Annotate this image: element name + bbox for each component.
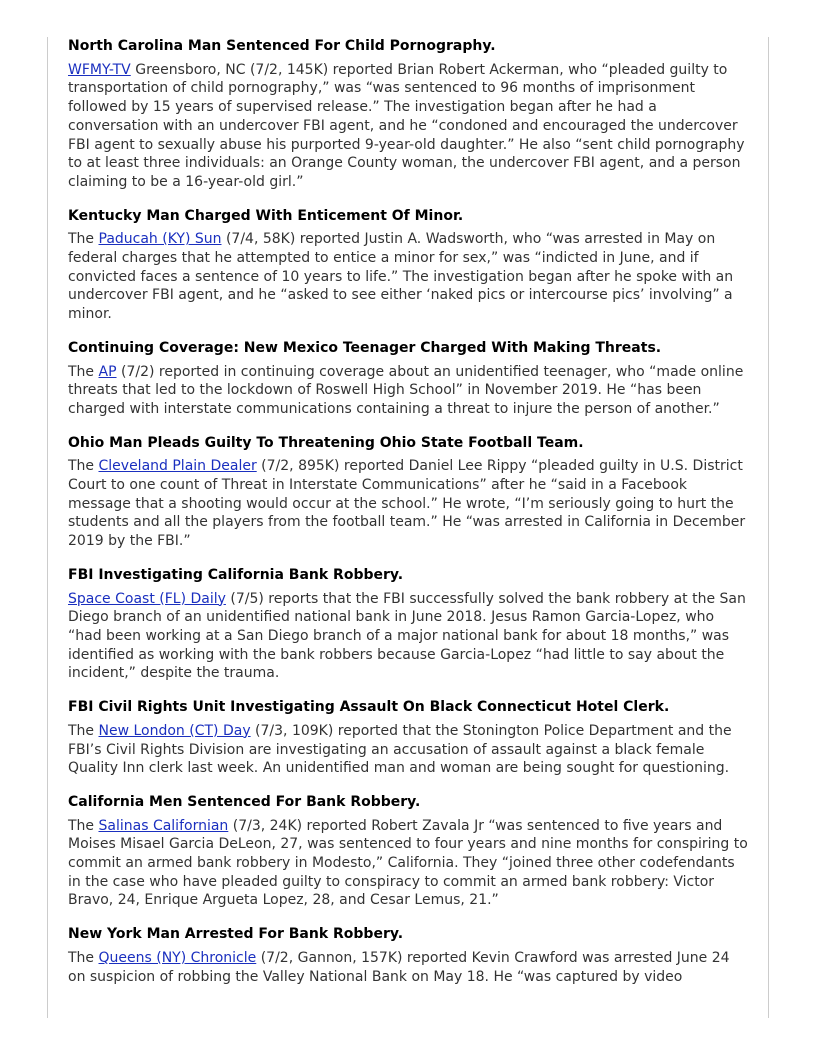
article-body bbox=[68, 722, 748, 778]
article-headline: FBI Civil Rights Unit Investigating Assault On Black Connecticut Hotel Clerk. bbox=[68, 699, 670, 716]
article-headline: New York Man Arrested For Bank Robbery. bbox=[68, 926, 404, 943]
article bbox=[68, 698, 748, 778]
document-page bbox=[47, 37, 769, 1018]
source-link[interactable]: Salinas Californian bbox=[98, 817, 229, 834]
article bbox=[68, 793, 748, 910]
article-prefix: The bbox=[68, 231, 99, 248]
article-headline: Ohio Man Pleads Guilty To Threatening Ohio State Football Team. bbox=[68, 434, 584, 451]
article-headline: North Carolina Man Sentenced For Child Pornography. bbox=[68, 38, 496, 54]
article-text: (7/4, 58K) reported Justin A. Wadsworth, who “was arrested in May on federal charges that he attempted to entice a minor for sex,” was “indicted in June, and if convicted faces a sentence of 10 years to life.” The investigation began after he spoke with an undercover FBI agent, and he “asked to see either ‘naked pics or intercourse pics’ involving” a minor. bbox=[68, 231, 734, 323]
article-headline: Kentucky Man Charged With Enticement Of Minor. bbox=[68, 207, 464, 224]
article-prefix: The bbox=[68, 363, 99, 380]
article bbox=[68, 37, 748, 192]
article-prefix: The bbox=[68, 817, 99, 834]
article bbox=[68, 207, 748, 324]
article bbox=[68, 339, 748, 419]
article-text: (7/3, 109K) reported that the Stonington Police Department and the FBI’s Civil Rights Division are investigating an accusation of assault against a black female Quality Inn clerk last week. An unidentified man and woman are being sought for questioning. bbox=[68, 722, 732, 777]
source-link[interactable]: AP bbox=[98, 363, 117, 380]
article-body bbox=[68, 949, 748, 986]
article-body bbox=[68, 457, 748, 551]
source-link[interactable]: Cleveland Plain Dealer bbox=[98, 458, 257, 475]
article-text: (7/2, 895K) reported Daniel Lee Rippy “pleaded guilty in U.S. District Court to one count of Threat in Interstate Communications” after he “said in a Facebook message that a shooting would occur at the school.” He wrote, “I’m seriously going to hurt the students and all the players from the football team.” He “was arrested in California in December 2019 by the FBI.” bbox=[68, 458, 746, 550]
source-link[interactable]: New London (CT) Day bbox=[98, 722, 251, 739]
article-headline: California Men Sentenced For Bank Robbery. bbox=[68, 793, 421, 810]
article-text: Greensboro, NC (7/2, 145K) reported Brian Robert Ackerman, who “pleaded guilty to transportation of child pornography,” was “was sentenced to 96 months of imprisonment followed by 15 years of supervised release.” The investigation began after he had a conversation with an undercover FBI agent, and he “condoned and encouraged the undercover FBI agent to sexually abuse his purported 9-year-old daughter.” He also “sent child pornography to at least three individuals: an Orange County woman, the undercover FBI agent, and a person claiming to be a 16-year-old girl.” bbox=[68, 61, 745, 190]
article bbox=[68, 566, 748, 683]
article-text: (7/2) reported in continuing coverage about an unidentified teenager, who “made online threats that led to the lockdown of Roswell High School” in November 2019. He “has been charged with interstate communications containing a threat to injure the person of another.” bbox=[68, 363, 744, 417]
article bbox=[68, 925, 748, 986]
article-body bbox=[68, 817, 748, 911]
article-body bbox=[68, 590, 748, 684]
article-body bbox=[68, 363, 748, 419]
article-text: (7/3, 24K) reported Robert Zavala Jr “was sentenced to five years and Moises Misael Garcia DeLeon, 27, was sentenced to four years and nine months for conspiring to commit an armed bank robbery in Modesto,” California. They “joined three other codefendants in the case who have pleaded guilty to conspiracy to commit an armed bank robbery: Victor Bravo, 24, Enrique Argueta Lopez, 28, and Cesar Lemus, 21.” bbox=[68, 817, 748, 909]
article-text: (7/5) reports that the FBI successfully solved the bank robbery at the San Diego branch of an unidentified national bank in June 2018. Jesus Ramon Garcia-Lopez, who “had been working at a San Diego branch of a major national bank for about 18 months,” was identified as working with the bank robbers because Garcia-Lopez “had little to say about the incident,” despite the trauma. bbox=[68, 590, 746, 682]
article-headline: Continuing Coverage: New Mexico Teenager Charged With Making Threats. bbox=[68, 339, 662, 356]
source-link[interactable]: Paducah (KY) Sun bbox=[98, 231, 222, 248]
article bbox=[68, 434, 748, 551]
article-headline: FBI Investigating California Bank Robbery. bbox=[68, 566, 404, 583]
article-prefix: The bbox=[68, 722, 99, 739]
article-prefix: The bbox=[68, 949, 99, 966]
article-text: (7/2, Gannon, 157K) reported Kevin Crawford was arrested June 24 on suspicion of robbing the Valley National Bank on May 18. He “was captured by video bbox=[68, 949, 730, 985]
article-body bbox=[68, 230, 748, 324]
source-link[interactable]: Queens (NY) Chronicle bbox=[98, 949, 257, 966]
source-link[interactable]: WFMY-TV bbox=[68, 61, 131, 78]
article-body bbox=[68, 61, 748, 192]
source-link[interactable]: Space Coast (FL) Daily bbox=[68, 590, 226, 607]
article-prefix: The bbox=[68, 458, 99, 475]
